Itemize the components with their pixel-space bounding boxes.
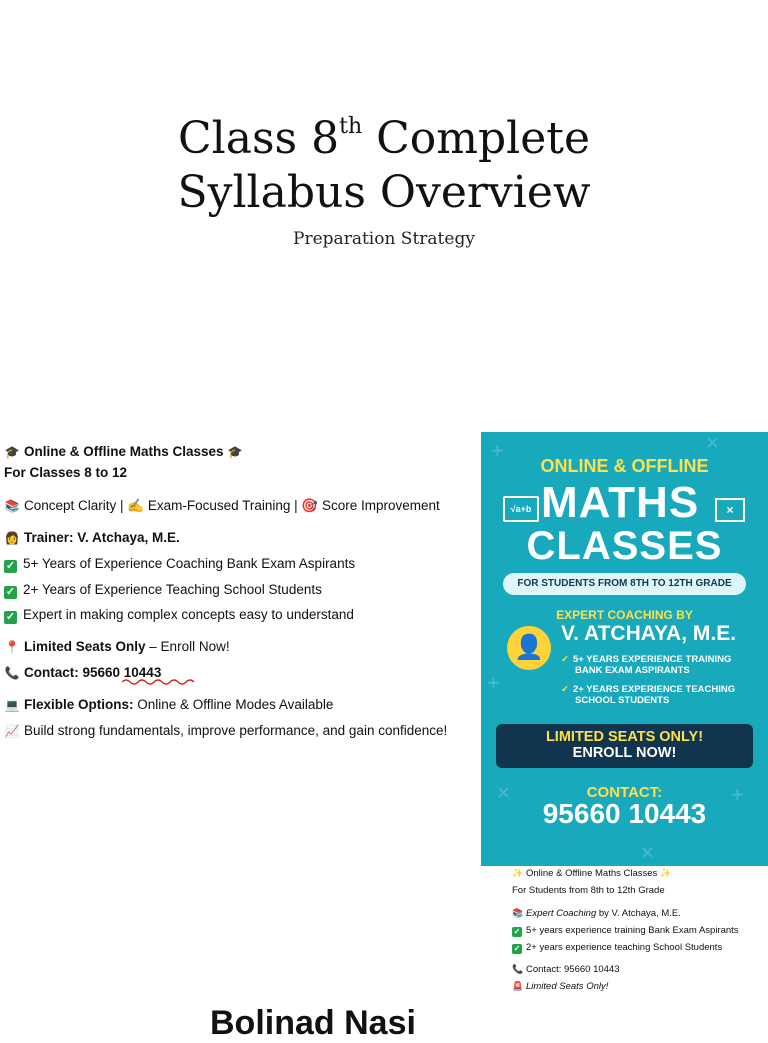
phone-icon: 📞 [4,666,20,680]
plus-decoration-icon: + [731,782,744,807]
post-heading: 🎓 Online & Offline Maths Classes 🎓 [4,444,243,459]
title-main-text: Class 8 [177,113,340,164]
checkmark-icon: ✓ [5,586,16,598]
small-contact: 📞 Contact: 95660 10443 [512,964,620,975]
whiteboard-icon: × [715,498,745,522]
poster-bullet-2: ✓ 2+ YEARS EXPERIENCE TEACHING SCHOOL STUDENTS [561,684,736,706]
plus-decoration-icon: + [491,438,504,463]
post-check-3: ✓ Expert in making complex concepts easy to understand [5,607,354,623]
teacher-avatar-icon: 👤 [507,626,551,670]
poster-bullet-1: ✓ 5+ YEARS EXPERIENCE TRAINING BANK EXAM ASPIRANTS [561,654,732,676]
computer-icon: 💻 [4,698,20,712]
slide-subtitle: Preparation Strategy [293,229,475,249]
spellcheck-squiggle [122,678,196,686]
small-expert: 📚 Expert Coaching by V. Atchaya, M.E. [512,908,681,919]
chart-icon: 📈 [4,724,20,738]
small-students: For Students from 8th to 12th Grade [512,885,665,896]
slide-title [0,112,768,220]
times-decoration-icon: × [641,840,654,865]
title-superscript: th [339,114,363,139]
sparkles-icon: ✨ [512,868,524,878]
checkmark-icon: ✓ [513,927,521,936]
pin-icon: 📍 [4,640,20,654]
post-trainer: 👩 Trainer: V. Atchaya, M.E. [4,530,180,545]
poster-classes: CLASSES [526,524,723,568]
laptop-icon: √a+b [503,496,539,522]
graduation-cap-icon: 🎓 [227,445,243,459]
poster-maths: MATHS [541,478,700,527]
sparkles-icon: ✨ [659,868,672,878]
poster-expert-label: EXPERT COACHING BY [556,608,693,622]
checkmark-icon: ✓ [5,611,16,623]
books-icon: 📚 [4,499,20,513]
checkmark-icon: ✓ [5,560,16,572]
poster-contact-label: CONTACT: [586,784,663,801]
check-icon: ✓ [561,684,569,695]
checkmark-icon: ✓ [513,944,521,953]
post-contact: 📞 Contact: 95660 10443 [4,665,162,680]
poster-cta-line-2: ENROLL NOW! [572,745,677,761]
poster-cta-box [496,724,753,768]
graduation-cap-icon: 🎓 [4,445,20,459]
post-features: 📚 Concept Clarity | ✍ Exam-Focused Training | 🎯 Score Improvement [4,498,440,513]
poster-phone: 95660 10443 [542,798,707,829]
poster-grade-banner: FOR STUDENTS FROM 8TH TO 12TH GRADE [503,573,746,595]
plus-decoration-icon: + [487,670,500,695]
alarm-icon: 🚨 [512,981,524,991]
poster-trainer-name: V. ATCHAYA, M.E. [561,622,737,645]
maths-poster [481,432,768,866]
small-limited: 🚨 Limited Seats Only! [512,981,609,992]
small-check-1: ✓ 5+ years experience training Bank Exam Aspirants [513,925,739,936]
books-icon: 📚 [512,908,524,918]
post-check-2: ✓ 2+ Years of Experience Teaching School Students [5,582,322,598]
times-decoration-icon: × [497,780,510,805]
phone-icon: 📞 [512,964,524,974]
teacher-icon: 👩 [4,531,20,545]
post-seats: 📍 Limited Seats Only – Enroll Now! [4,639,230,654]
check-icon: ✓ [561,654,569,665]
post-for-classes: For Classes 8 to 12 [4,465,128,480]
title-complete-text: Complete [362,113,590,164]
poster-cta-line-1: LIMITED SEATS ONLY! [545,729,704,745]
post-check-1: ✓ 5+ Years of Experience Coaching Bank Exam Aspirants [5,556,356,572]
title-line-2: Syllabus Overview [177,167,591,218]
post-build: 📈 Build strong fundamentals, improve performance, and gain confidence! [4,723,448,738]
small-check-2: ✓ 2+ years experience teaching School Students [513,942,723,953]
bottom-cut-text: Bolinad Nasi [210,1004,416,1042]
poster-top-line: ONLINE & OFFLINE [540,456,709,476]
post-flexible: 💻 Flexible Options: Online & Offline Modes Available [4,697,334,712]
small-heading: ✨ Online & Offline Maths Classes ✨ [512,868,672,879]
times-decoration-icon: × [706,432,719,455]
